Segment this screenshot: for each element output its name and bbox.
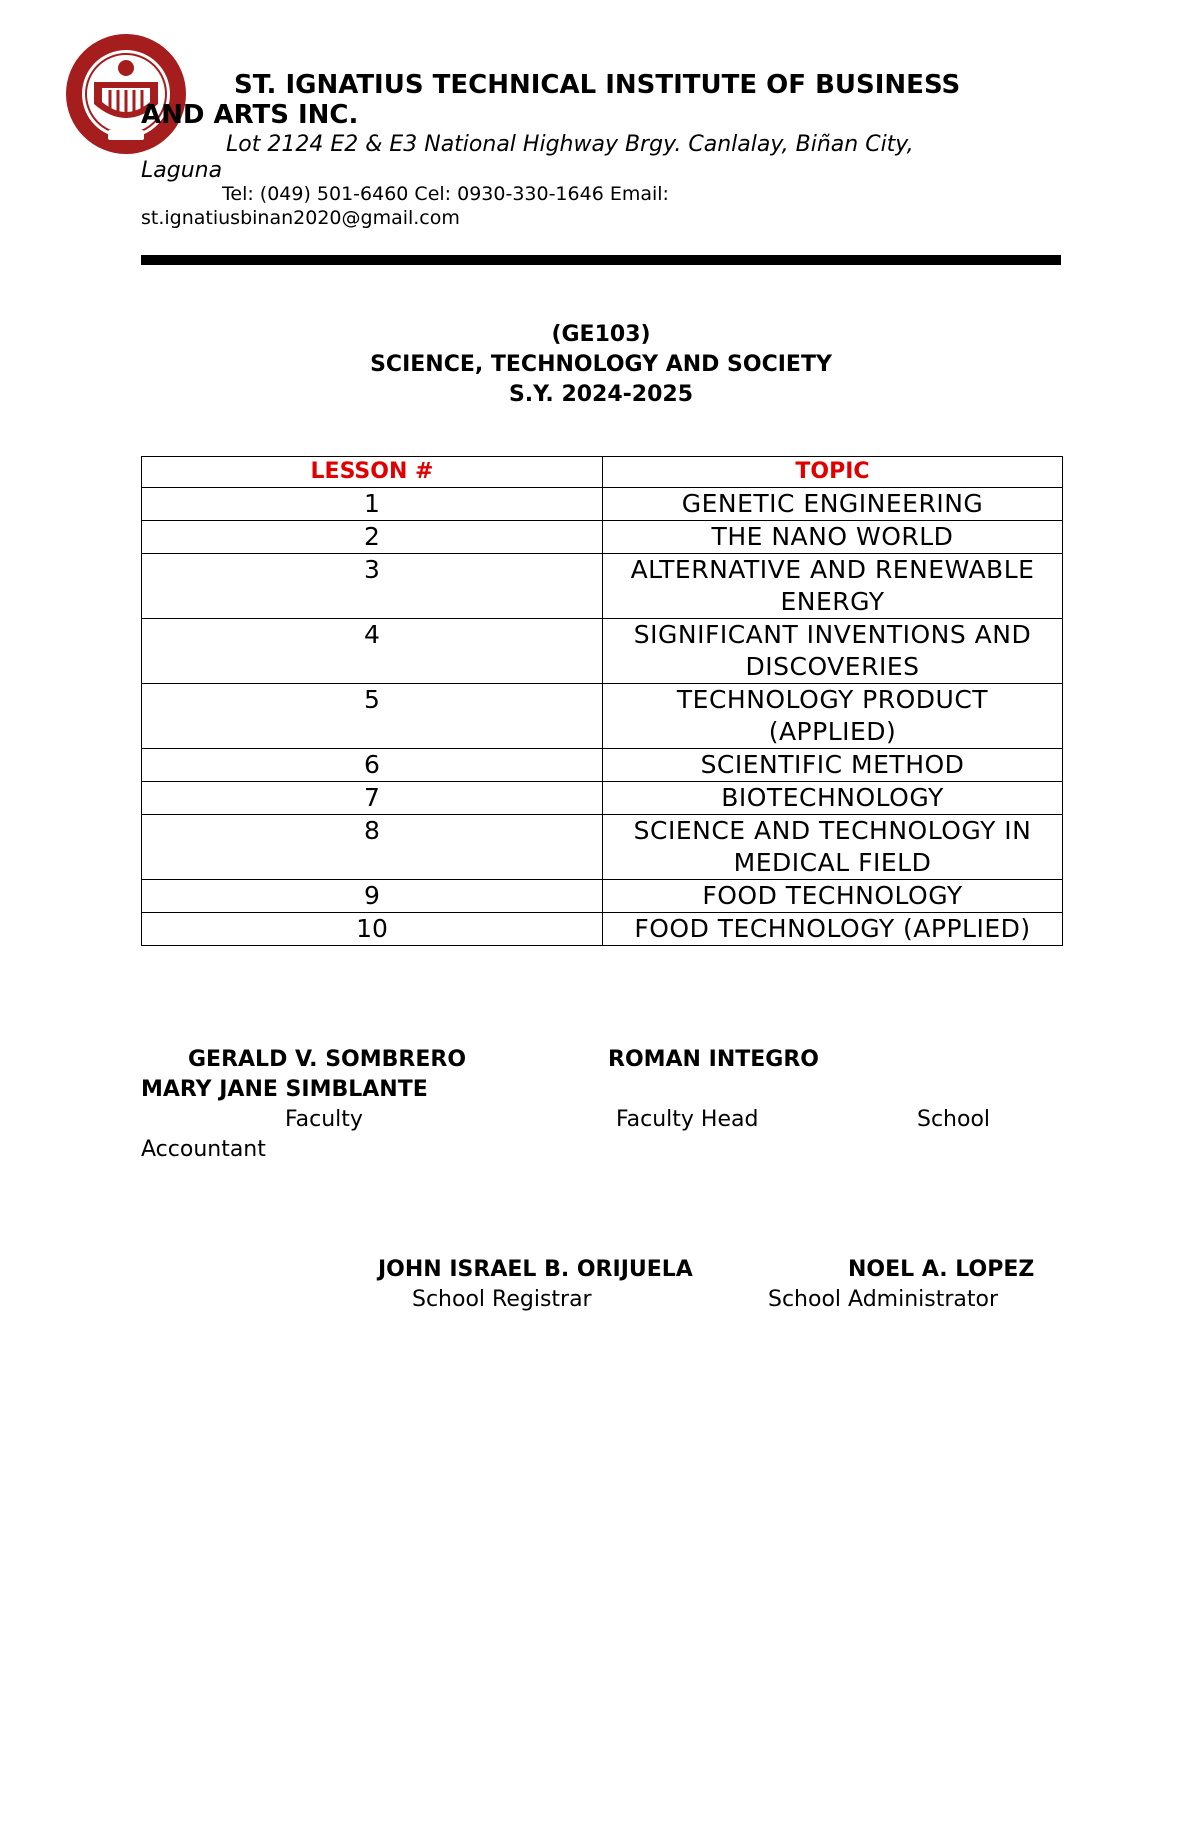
lesson-number-cell: 6: [142, 749, 603, 782]
lesson-topic-cell: [603, 880, 1063, 913]
table-row: [142, 554, 1063, 619]
lesson-topic-cell: [603, 619, 1063, 684]
course-title: SCIENCE, TECHNOLOGY AND SOCIETY: [370, 352, 832, 377]
lesson-topic-cell: [603, 554, 1063, 619]
topic-line: FOOD TECHNOLOGY: [702, 881, 963, 910]
topic-line: MEDICAL FIELD: [733, 848, 932, 877]
registrar-role: School Registrar: [412, 1287, 592, 1312]
topic-line: BIOTECHNOLOGY: [721, 783, 944, 812]
lesson-number-cell: 5: [142, 684, 603, 749]
school-seal-graphic: [64, 32, 188, 156]
institute-name-line2: AND ARTS INC.: [141, 100, 359, 130]
topic-line: TECHNOLOGY PRODUCT: [676, 685, 989, 714]
topic-line: DISCOVERIES: [745, 652, 920, 681]
table-row: [142, 749, 1063, 782]
course-code: (GE103): [551, 322, 651, 347]
contact-line1: Tel: (049) 501-6460 Cel: 0930-330-1646 Email:: [222, 183, 669, 205]
topic-line: THE NANO WORLD: [711, 522, 954, 551]
lesson-number-cell: 7: [142, 782, 603, 815]
accountant-role-part2: Accountant: [141, 1137, 266, 1162]
lesson-number-cell: 8: [142, 815, 603, 880]
table-row: [142, 619, 1063, 684]
lesson-topic-cell: [603, 749, 1063, 782]
contact-email: st.ignatiusbinan2020@gmail.com: [141, 207, 460, 229]
lesson-topic-cell: [603, 684, 1063, 749]
topic-line: SCIENTIFIC METHOD: [700, 750, 965, 779]
header-lesson-number: LESSON #: [142, 457, 603, 488]
table-row: [142, 913, 1063, 946]
table-row: [142, 684, 1063, 749]
topic-line: ALTERNATIVE AND RENEWABLE: [630, 555, 1035, 584]
table-row: [142, 880, 1063, 913]
lesson-topic-cell: [603, 782, 1063, 815]
lesson-number-cell: 10: [142, 913, 603, 946]
table-row: [142, 815, 1063, 880]
accountant-name: MARY JANE SIMBLANTE: [141, 1077, 428, 1102]
topic-line: SCIENCE AND TECHNOLOGY IN: [633, 816, 1032, 845]
faculty-head-name: ROMAN INTEGRO: [608, 1047, 819, 1072]
administrator-name: NOEL A. LOPEZ: [848, 1257, 1035, 1282]
school-year: S.Y. 2024-2025: [508, 382, 694, 407]
faculty-head-role: Faculty Head: [616, 1107, 759, 1132]
lesson-topic-cell: [603, 521, 1063, 554]
school-seal-icon: [64, 32, 188, 156]
lessons-table-body: [142, 488, 1063, 946]
topic-line: FOOD TECHNOLOGY (APPLIED): [634, 914, 1031, 943]
topic-line: (APPLIED): [768, 717, 897, 746]
lesson-topic-cell: [603, 488, 1063, 521]
registrar-name: JOHN ISRAEL B. ORIJUELA: [378, 1257, 693, 1282]
table-row: [142, 521, 1063, 554]
table-row: [142, 782, 1063, 815]
topic-line: SIGNIFICANT INVENTIONS AND: [633, 620, 1032, 649]
faculty-role: Faculty: [285, 1107, 363, 1132]
lesson-number-cell: 4: [142, 619, 603, 684]
topic-line: GENETIC ENGINEERING: [681, 489, 984, 518]
lesson-topic-cell: [603, 913, 1063, 946]
header-divider: [141, 255, 1061, 265]
address-line2: Laguna: [141, 158, 223, 183]
lessons-table: [141, 456, 1063, 946]
lesson-number-cell: 9: [142, 880, 603, 913]
lesson-topic-cell: [603, 815, 1063, 880]
table-header-row: [142, 457, 1063, 488]
address-line1: Lot 2124 E2 & E3 National Highway Brgy. Canlalay, Biñan City,: [226, 132, 914, 157]
table-row: [142, 488, 1063, 521]
accountant-role-part1: School: [917, 1107, 991, 1132]
lesson-number-cell: 3: [142, 554, 603, 619]
topic-line: ENERGY: [780, 587, 885, 616]
header-topic: TOPIC: [603, 457, 1063, 488]
administrator-role: School Administrator: [768, 1287, 999, 1312]
faculty-name: GERALD V. SOMBRERO: [188, 1047, 467, 1072]
lesson-number-cell: 2: [142, 521, 603, 554]
lesson-number-cell: 1: [142, 488, 603, 521]
institute-name-line1: ST. IGNATIUS TECHNICAL INSTITUTE OF BUSINESS: [234, 70, 961, 100]
